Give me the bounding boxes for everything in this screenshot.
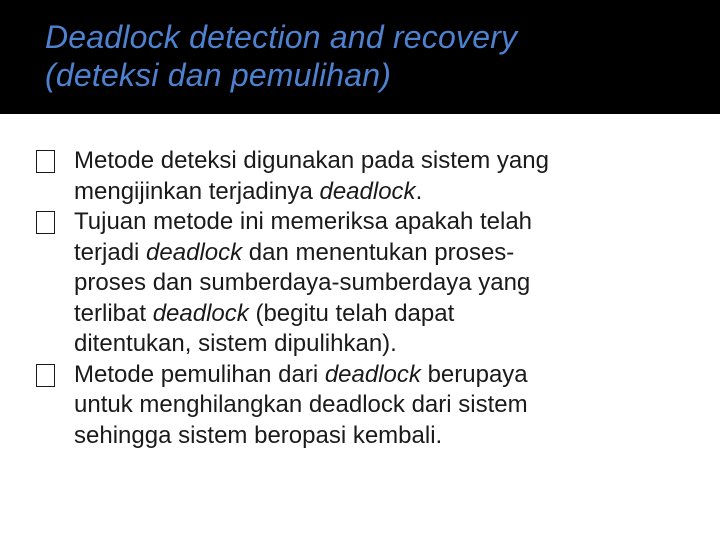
missing-glyph-box-icon (36, 364, 55, 387)
bullet-text-line: terlibat deadlock (begitu telah dapat (74, 299, 455, 327)
bullet-text-line: Metode pemulihan dari deadlock berupaya (74, 360, 528, 388)
missing-glyph-box-icon (36, 211, 55, 234)
bullet-text-line: Tujuan metode ini memeriksa apakah telah (74, 208, 533, 235)
bullet-text-line: Metode deteksi digunakan pada sistem yang (74, 147, 549, 174)
bullet-text-line: terjadi deadlock dan menentukan proses- (74, 238, 515, 266)
bullet-item-method-goal (36, 207, 696, 360)
bullet-item-detection-method (36, 146, 696, 207)
term-deadlock: deadlock (146, 238, 243, 266)
bullet-text-line: sehingga sistem beropasi kembali. (74, 421, 443, 449)
bullet-text-line: ditentukan, sistem dipulihkan). (74, 330, 397, 357)
bullet-text-line: proses dan sumberdaya-sumberdaya yang (74, 269, 531, 296)
term-deadlock: deadlock (319, 177, 416, 205)
bullet-text-line: mengijinkan terjadinya deadlock. (74, 177, 423, 205)
bullet-item-recovery-method (36, 360, 696, 452)
bullet-text-line: untuk menghilangkan deadlock dari sistem (74, 391, 528, 418)
term-deadlock: deadlock (324, 360, 421, 388)
slide-title-line-1: Deadlock detection and recovery (45, 19, 518, 55)
bullet-list (36, 146, 696, 451)
missing-glyph-box-icon (36, 150, 55, 173)
slide-title (45, 18, 695, 94)
term-deadlock: deadlock (152, 299, 249, 327)
slide-title-line-2: (deteksi dan pemulihan) (45, 57, 392, 93)
